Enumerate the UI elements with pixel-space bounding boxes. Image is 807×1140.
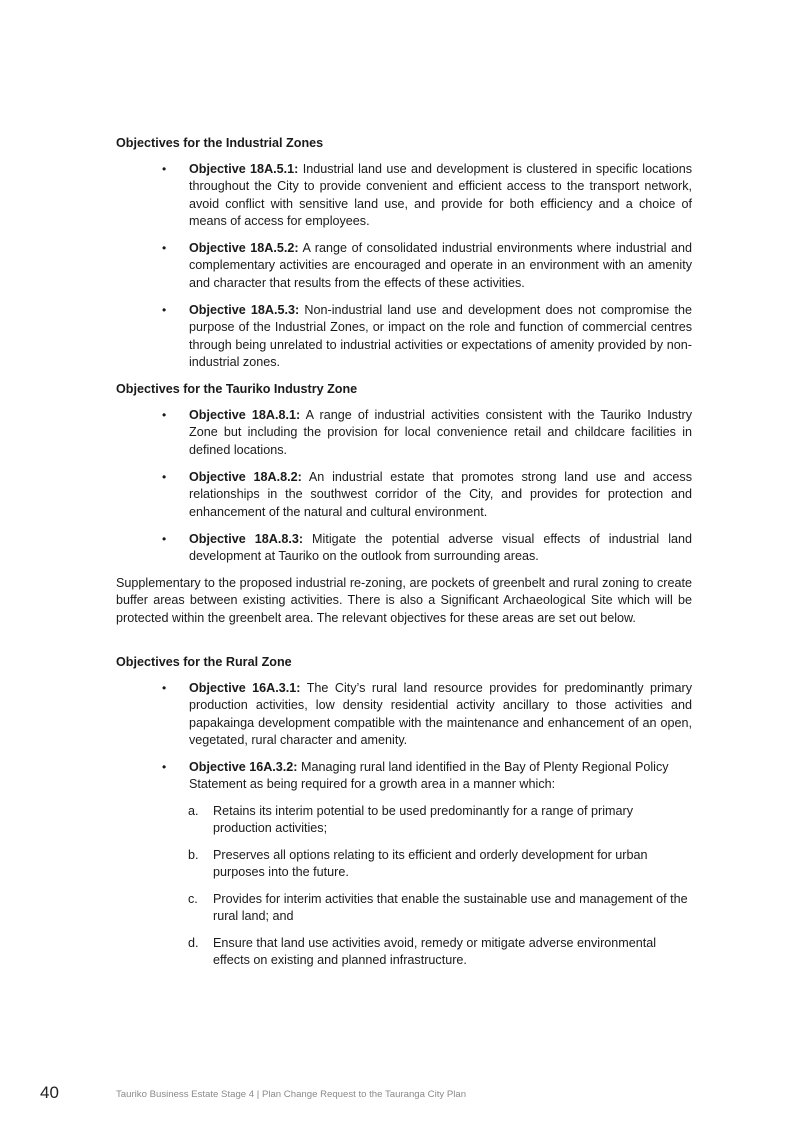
bullet-icon: •	[162, 241, 167, 255]
bullet-icon: •	[162, 162, 167, 176]
sub-item-b	[188, 847, 693, 882]
supplementary-paragraph: Supplementary to the proposed industrial re-zoning, are pockets of greenbelt and rural zoning to create buffer areas between existing activities. There is also a Significant Archaeological Site which will be protected within the greenbelt area. The relevant objectives for these areas are set out below.	[116, 576, 692, 625]
objective-18a-8-1	[162, 407, 692, 459]
sub-item-text: Provides for interim activities that enable the sustainable use and management of the rural land; and	[213, 892, 688, 924]
sub-item-d	[188, 935, 693, 970]
bullet-icon: •	[162, 532, 167, 546]
objective-18a-8-3	[162, 531, 693, 566]
objective-18a-8-2	[162, 469, 692, 521]
objective-text: Non-industrial land use and development does not compromise the purpose of the Industrial Zones, or impact on the role and function of commercial centres through being unrelated to industrial activities or expectations of amenity provided by non-industrial zones.	[189, 303, 692, 370]
objective-label: Objective 18A.5.3:	[189, 303, 300, 317]
sub-item-letter: d.	[188, 936, 199, 950]
section-heading-industrial: Objectives for the Industrial Zones	[116, 136, 324, 150]
objective-text: Mitigate the potential adverse visual effects of industrial land development at Tauriko on the outlook from surrounding areas.	[189, 532, 693, 564]
sub-item-letter: c.	[188, 892, 198, 906]
objective-text: The City’s rural land resource provides for predominantly primary production activities, low density residential activity ancillary to those activities and papakainga development compatible with the maintenance and enhancement of an open, vegetated, rural character and amenity.	[189, 681, 693, 748]
sub-item-text: Preserves all options relating to its efficient and orderly development for urban purposes into the future.	[213, 848, 648, 880]
sub-item-letter: b.	[188, 848, 199, 862]
sub-item-text: Ensure that land use activities avoid, remedy or mitigate adverse environmental effects on existing and planned infrastructure.	[213, 936, 657, 968]
sub-item-a	[188, 803, 693, 838]
bullet-icon: •	[162, 303, 167, 317]
bullet-icon: •	[162, 408, 167, 422]
objective-16a-3-2	[162, 759, 669, 794]
page-number: 40	[40, 1083, 59, 1102]
objective-18a-5-3	[162, 302, 692, 372]
objective-label: Objective 16A.3.2:	[189, 760, 298, 774]
objective-18a-5-1	[162, 161, 692, 231]
objective-label: Objective 18A.5.1:	[189, 162, 299, 176]
bullet-icon: •	[162, 760, 167, 774]
bullet-icon: •	[162, 681, 167, 695]
section-heading-tauriko: Objectives for the Tauriko Industry Zone	[116, 382, 358, 396]
objective-text: A range of consolidated industrial environments where industrial and complementary activities are encouraged and operate in an environment with an amenity and character that results from the effects of these activities.	[189, 241, 692, 290]
objective-16a-3-1	[162, 680, 693, 750]
objective-text: An industrial estate that promotes strong land use and access relationships in the southwest corridor of the City, and provides for protection and enhancement of the natural and cultural environment.	[189, 470, 692, 519]
sub-item-text: Retains its interim potential to be used predominantly for a range of primary production activities;	[213, 804, 634, 836]
sub-item-letter: a.	[188, 804, 199, 818]
objective-label: Objective 18A.8.3:	[189, 532, 304, 546]
objective-text: Managing rural land identified in the Bay of Plenty Regional Policy Statement as being required for a growth area in a manner which:	[189, 760, 669, 792]
section-heading-rural: Objectives for the Rural Zone	[116, 655, 292, 669]
objective-text: A range of industrial activities consistent with the Tauriko Industry Zone but including the provision for local convenience retail and childcare facilities in defined locations.	[189, 408, 692, 457]
objective-label: Objective 18A.8.2:	[189, 470, 302, 484]
footer-text: Tauriko Business Estate Stage 4 | Plan Change Request to the Tauranga City Plan	[116, 1089, 467, 1100]
objective-label: Objective 18A.5.2:	[189, 241, 299, 255]
sub-item-c	[188, 891, 693, 926]
bullet-icon: •	[162, 470, 167, 484]
objective-18a-5-2	[162, 240, 692, 292]
objective-text: Industrial land use and development is clustered in specific locations throughout the City to provide convenient and efficient access to the transport network, avoid conflict with sensitive land use, and provide for both efficiency and a choice of means of access for employees.	[189, 162, 692, 229]
objective-label: Objective 16A.3.1:	[189, 681, 301, 695]
objective-label: Objective 18A.8.1:	[189, 408, 301, 422]
